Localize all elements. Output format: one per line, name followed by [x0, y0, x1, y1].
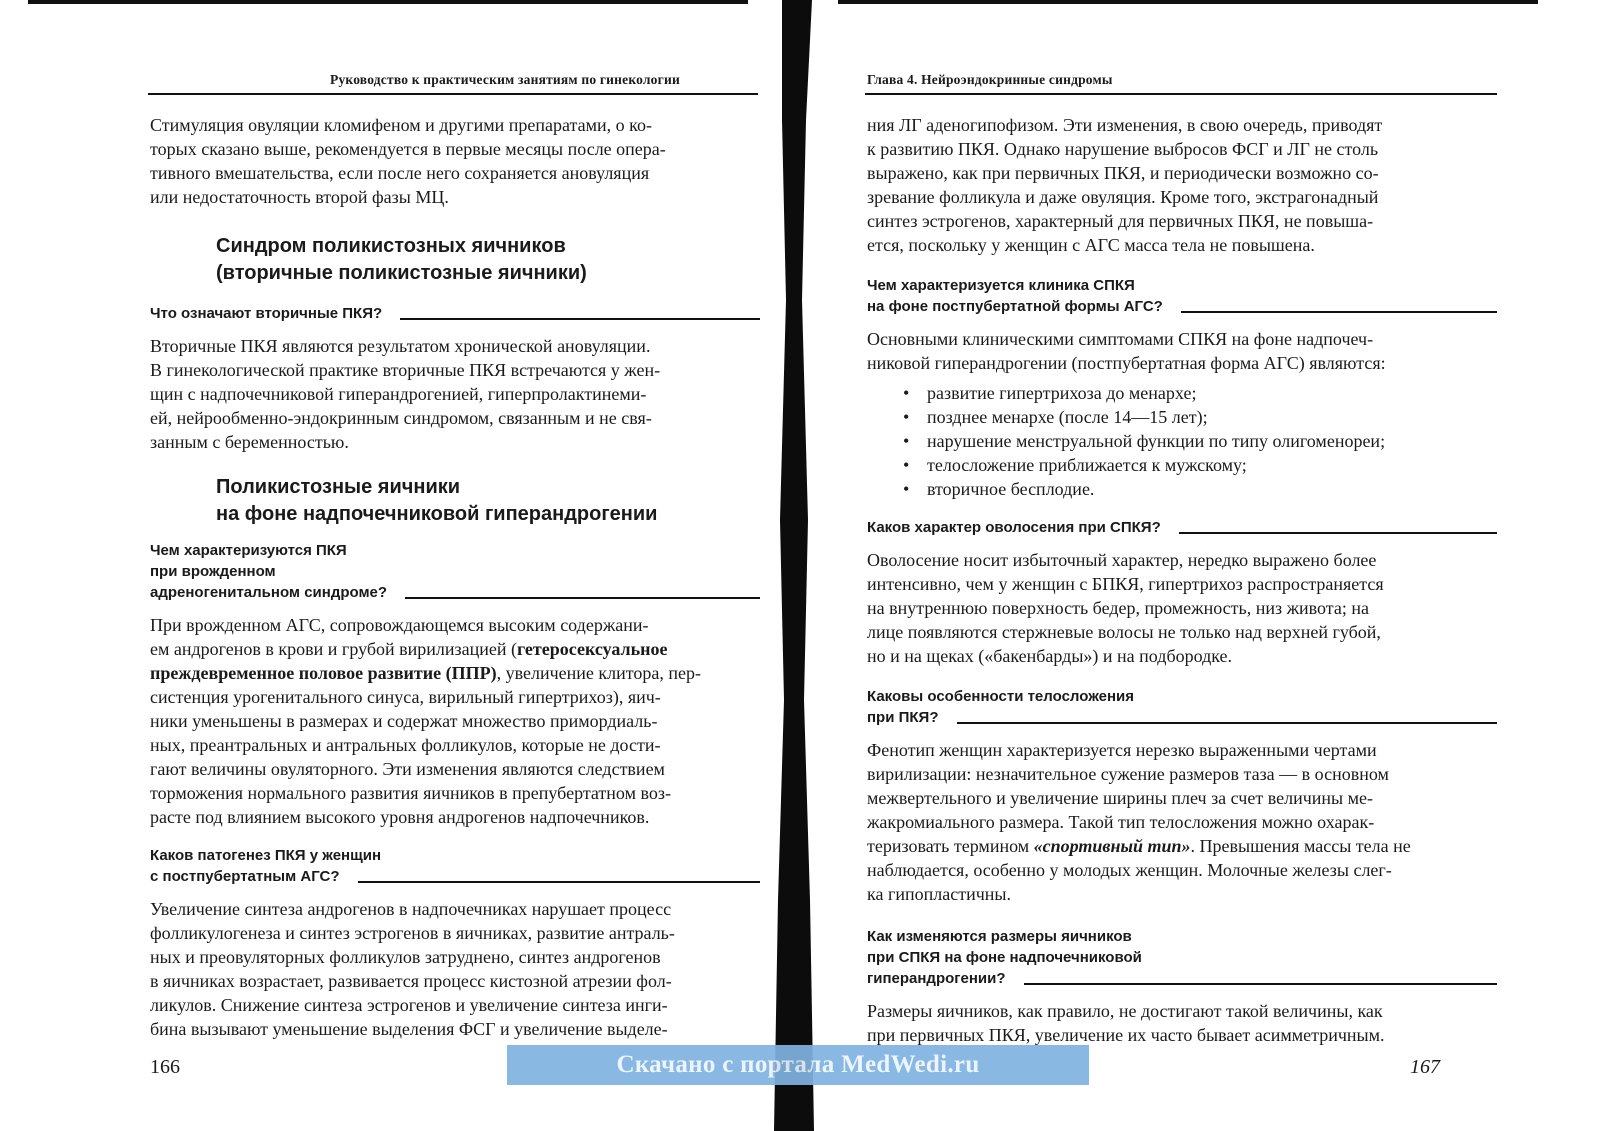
question-rule: [1181, 311, 1497, 313]
text-line: Основными клиническими симптомами СПКЯ на фоне надпочеч-: [867, 329, 1374, 349]
text-line: бина вызывают уменьшение выделения ФСГ и увеличение выделе-: [150, 1019, 668, 1039]
text-line: но и на щеках («бакенбарды») и на подбородке.: [867, 646, 1233, 666]
text-line: на внутреннюю поверхность бедер, промежность, низ живота; на: [867, 598, 1370, 618]
text-line: при первичных ПКЯ, увеличение их часто бывает асимметричным.: [867, 1025, 1385, 1045]
text-line: никовой гиперандрогении (постпубертатная форма АГС) являются:: [867, 353, 1386, 373]
text-span: . Превышения массы тела не: [1190, 836, 1411, 856]
question-text: при ПКЯ?: [867, 709, 939, 726]
left-page: [0, 0, 780, 1131]
text-line: ликулов. Снижение синтеза эстрогенов и увеличение синтеза инги-: [150, 995, 668, 1015]
text-line: Фенотип женщин характеризуется нерезко выраженными чертами: [867, 740, 1377, 760]
text-line: зревание фолликула и даже овуляция. Кроме того, экстрагонадный: [867, 187, 1379, 207]
question-text: Каковы особенности телосложения: [867, 688, 1135, 705]
text-line: В гинекологической практике вторичные ПКЯ встречаются у жен-: [150, 360, 661, 380]
text-line: [150, 637, 760, 661]
text-line: Стимуляция овуляции кломифеном и другими препаратами, о ко-: [150, 115, 652, 135]
text-line: торых сказано выше, рекомендуется в первые месяцы после опера-: [150, 139, 666, 159]
watermark-banner: [507, 1045, 1089, 1085]
question-heading: [867, 517, 1497, 538]
text-line: систенция урогенитального синуса, вирильный гипертрихоз), яич-: [150, 687, 661, 707]
text-line: занным с беременностью.: [150, 432, 349, 452]
answer-paragraph: [867, 738, 1497, 906]
text-line: вирилизации: незначительное сужение размеров таза — в основном: [867, 764, 1389, 784]
answer-paragraph: [867, 999, 1497, 1047]
question-heading: [150, 303, 760, 324]
text-line: межвертельного и увеличение ширины плеч за счет величины ме-: [867, 788, 1373, 808]
text-span: , увеличение клитора, пер-: [496, 663, 702, 683]
book-spine-shadow: [772, 0, 818, 1131]
section-title: (вторичные поликистозные яичники): [216, 262, 587, 284]
question-heading: [867, 686, 1497, 728]
question-text: Каков патогенез ПКЯ у женщин: [150, 847, 382, 864]
text-line: синтез эстрогенов, характерный для первичных ПКЯ, не повыша-: [867, 211, 1374, 231]
running-head: Руководство к практическим занятиям по гинекологии: [330, 72, 680, 87]
text-line: торможения нормального развития яичников в препубертатном воз-: [150, 783, 671, 803]
question-rule: [1179, 532, 1497, 534]
question-text: при СПКЯ на фоне надпочечниковой: [867, 949, 1142, 966]
bold-term: преждевременное половое развитие (ППР): [150, 663, 497, 683]
question-heading: [150, 845, 760, 887]
question-text: на фоне постпубертатной формы АГС?: [867, 298, 1163, 315]
question-heading: [867, 275, 1497, 317]
text-span: теризовать термином: [867, 836, 1034, 856]
bold-term: гетеросексуальное: [517, 639, 668, 659]
list-item: • вторичное бесплодие.: [927, 477, 1497, 501]
answer-paragraph: [150, 897, 760, 1041]
intro-paragraph: [867, 113, 1497, 257]
header-rule: [865, 93, 1497, 95]
question-heading: [867, 926, 1497, 989]
text-line: лице появляются стержневые волосы не только над верхней губой,: [867, 622, 1381, 642]
running-head: Глава 4. Нейроэндокринные синдромы: [867, 72, 1113, 87]
question-text: с постпубертатным АГС?: [150, 868, 340, 885]
answer-paragraph: [867, 548, 1497, 668]
section-title: на фоне надпочечниковой гиперандрогении: [216, 503, 658, 525]
answer-paragraph: [150, 334, 760, 454]
question-text: Каков характер оволосения при СПКЯ?: [867, 519, 1161, 536]
text-line: Увеличение синтеза андрогенов в надпочечниках нарушает процесс: [150, 899, 672, 919]
text-line: ка гипопластичны.: [867, 884, 1011, 904]
list-item: • нарушение менструальной функции по типу олигоменореи;: [927, 429, 1497, 453]
question-rule: [400, 318, 760, 320]
symptom-list: [867, 381, 1497, 501]
text-span: ем андрогенов в крови и грубой вирилизацией (: [150, 639, 517, 659]
text-line: ей, нейрообменно-эндокринным синдромом, связанным и не свя-: [150, 408, 652, 428]
section-title: Поликистозные яичники: [216, 476, 461, 498]
watermark-text: Скачано с портала MedWedi.ru: [616, 1051, 980, 1078]
text-line: в яичниках возрастает, развивается процесс кистозной атрезии фол-: [150, 971, 672, 991]
question-rule: [1024, 983, 1497, 985]
question-text: гиперандрогении?: [867, 970, 1006, 987]
page-number: 166: [150, 1056, 180, 1078]
question-text: адреногенитальном синдроме?: [150, 584, 388, 601]
text-line: жакромиального размера. Такой тип телосложения можно охарак-: [867, 812, 1375, 832]
question-rule: [358, 881, 761, 883]
text-line: или недостаточность второй фазы МЦ.: [150, 187, 449, 207]
answer-paragraph: [867, 327, 1497, 375]
text-line: наблюдается, особенно у молодых женщин. Молочные железы слег-: [867, 860, 1392, 880]
answer-paragraph: [150, 613, 760, 829]
text-line: ется, поскольку у женщин с АГС масса тела не повышена.: [867, 235, 1315, 255]
section-title: Синдром поликистозных яичников: [216, 235, 566, 257]
text-line: [867, 834, 1497, 858]
question-heading: [150, 540, 760, 603]
text-line: выражено, как при первичных ПКЯ, и периодически возможно со-: [867, 163, 1379, 183]
question-text: Как изменяются размеры яичников: [867, 928, 1132, 945]
italic-term: «спортивный тип»: [1033, 836, 1191, 856]
text-line: ники уменьшены в размерах и содержат множество примордиаль-: [150, 711, 658, 731]
question-rule: [957, 722, 1498, 724]
text-line: расте под влиянием высокого уровня андрогенов надпочечников.: [150, 807, 650, 827]
text-line: Размеры яичников, как правило, не достигают такой величины, как: [867, 1001, 1383, 1021]
text-line: к развитию ПКЯ. Однако нарушение выбросов ФСГ и ЛГ не столь: [867, 139, 1379, 159]
list-item: • позднее менархе (после 14—15 лет);: [927, 405, 1497, 429]
right-page: [820, 0, 1600, 1131]
text-line: При врожденном АГС, сопровождающемся высоким содержани-: [150, 615, 649, 635]
list-item: • телосложение приближается к мужскому;: [927, 453, 1497, 477]
question-text: Что означают вторичные ПКЯ?: [150, 305, 383, 322]
text-line: гают величины овуляторного. Эти изменения являются следствием: [150, 759, 665, 779]
text-line: фолликулогенеза и синтез эстрогенов в яичниках, развитие антраль-: [150, 923, 675, 943]
text-line: Оволосение носит избыточный характер, нередко выражено более: [867, 550, 1377, 570]
text-line: тивного вмешательства, если после него сохраняется ановуляция: [150, 163, 650, 183]
right-column: [867, 113, 1497, 1047]
text-line: ных и преовуляторных фолликулов затруднено, синтез андрогенов: [150, 947, 661, 967]
left-column: [150, 113, 760, 1041]
header-rule: [148, 93, 758, 95]
text-line: [150, 661, 760, 685]
text-line: интенсивно, чем у женщин с БПКЯ, гипертрихоз распространяется: [867, 574, 1384, 594]
text-line: ных, преантральных и антральных фолликулов, которые не дости-: [150, 735, 661, 755]
question-text: Чем характеризуется клиника СПКЯ: [867, 277, 1135, 294]
text-line: ния ЛГ аденогипофизом. Эти изменения, в свою очередь, приводят: [867, 115, 1383, 135]
question-rule: [405, 597, 760, 599]
question-text: при врожденном: [150, 563, 276, 580]
intro-paragraph: [150, 113, 760, 209]
page-number: 167: [1410, 1056, 1440, 1078]
list-item: • развитие гипертрихоза до менархе;: [927, 381, 1497, 405]
text-line: Вторичные ПКЯ являются результатом хронической ановуляции.: [150, 336, 651, 356]
question-text: Чем характеризуются ПКЯ: [150, 542, 347, 559]
text-line: щин с надпочечниковой гиперандрогенией, гиперпролактинеми-: [150, 384, 647, 404]
